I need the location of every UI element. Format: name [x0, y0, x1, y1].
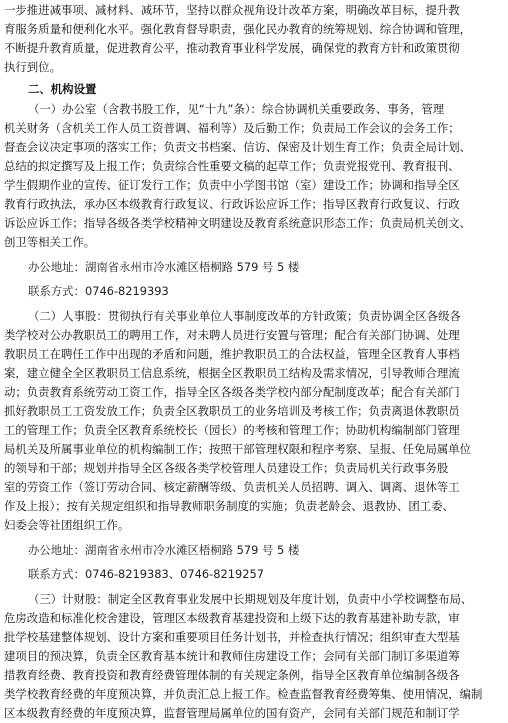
- paragraph-line: 作及上报）；按有关规定组织和指导教师职务制度的实施；负责老龄会、退教协、团工委、: [4, 499, 454, 513]
- paragraph-line: （二）人事股：贯彻执行有关事业单位人事制度改革的方针政策；负责协调全区各级各: [28, 309, 461, 323]
- paragraph-line: 创卫等相关工作。: [4, 235, 96, 249]
- paragraph-line: （一）办公室（含教书股工作，见“十九”条）：综合协调机关重要政务、事务，管理: [28, 102, 445, 116]
- contact-phone: 联系方式：0746-8219383、0746-8219257: [28, 567, 265, 581]
- paragraph-line: 案，建立健全全区教职员工信息系统，根据全区教职员工结构及需求情况，引导教师合理流: [4, 366, 460, 380]
- paragraph-line: 危房改造和标准化校舍建设，管理区本级教育基建投资和上级下达的教育基建补助专款，审: [4, 611, 460, 625]
- section-heading: 二、机构设置: [28, 82, 97, 96]
- paragraph-line: 抓好教职员工工资发放工作；负责全区教职员工的业务培训及考核工作；负责离退休教职员: [4, 404, 460, 418]
- paragraph-line: 学生假期作业的宣传、征订发行工作；负责中小学图书馆（室）建设工作；协调和指导全区: [4, 178, 460, 192]
- paragraph-line: 妇委会等社团组织工作。: [4, 518, 130, 532]
- paragraph-line: 诉讼应诉工作；指导各级各类学校精神文明建设及教育系统意识形态工作；负责局机关创文、: [4, 216, 472, 230]
- paragraph-line: 室的劳资工作（签订劳动合同、核定薪酬等级、负责机关人员招聘、调入、调离、退休等工: [4, 480, 460, 494]
- paragraph-line: 督查会议决定事项的落实工作；负责文书档案、信访、保密及计划生育工作；负责全局计划、: [4, 140, 472, 154]
- office-address: 办公地址：湖南省永州市冷水滩区梧桐路 579 号 5 楼: [28, 260, 300, 274]
- paragraph-line: 局机关及所属事业单位的机构编制工作；按照干部管理权限和程序考察、呈报、任免局属单位: [4, 442, 472, 456]
- paragraph-line: 建项目的预决算，负责全区教育基本统计和教师住房建设工作；会同有关部门制订多渠道筹: [4, 649, 460, 663]
- contact-phone: 联系方式：0746-8219393: [28, 284, 169, 298]
- paragraph-line: 教职员工在聘任工作中出现的矛盾和问题，维护教职员工的合法权益，管理全区教育人事档: [4, 347, 460, 361]
- paragraph-line: （三）计财股：制定全区教育事业发展中长期规划及年度计划，负责中小学校调整布局、: [28, 592, 473, 606]
- paragraph-line: 一步推进减事项、减材料、减环节，坚持以群众视角设计改革方案，明确改革目标，提升教: [4, 3, 460, 17]
- paragraph-line: 措教育经费、教育投资和教育经费管理体制的有关规定条例，指导全区教育单位编制各级各: [4, 668, 460, 682]
- paragraph-line: 区本级教育经费的年度预决算，监督管理局属单位的国有资产，会同有关部门规范和制订学: [4, 706, 460, 720]
- paragraph-line: 机关财务（含机关工作人员工资普调、福利等）及后勤工作；负责局工作会议的会务工作；: [4, 121, 460, 135]
- paragraph-line: 批学校基建整体规划、设计方案和重要项目任务计划书，并检查执行情况；组织审查大型基: [4, 630, 460, 644]
- paragraph-line: 不断提升教育质量，促进教育公平，推动教育事业科学发展，确保党的教育方针和政策贯彻: [4, 41, 460, 55]
- office-address: 办公地址：湖南省永州市冷水滩区梧桐路 579 号 5 楼: [28, 543, 300, 557]
- paragraph-line: 教育行政执法，承办区本级教育行政复议、行政诉讼应诉工作；指导区教育行政复议、行政: [4, 197, 460, 211]
- paragraph-line: 动；负责教育系统劳动工资工作，指导全区各级各类学校内部分配制度改革；配合有关部门: [4, 385, 460, 399]
- paragraph-line: 执行到位。: [4, 60, 61, 74]
- paragraph-line: 类学校教育经费的年度预决算，并负责汇总上报工作。检查监督教育经费筹集、使用情况，编制: [4, 687, 483, 701]
- paragraph-line: 育服务质量和便利化水平。强化教育督导职责，强化民办教育的统筹规划、综合协调和管理，: [4, 22, 472, 36]
- paragraph-line: 的领导和干部；规划并指导全区各级各类学校管理人员建设工作；负责局机关行政事务股: [4, 461, 449, 475]
- paragraph-line: 类学校对公办教职员工的聘用工作，对未聘人员进行安置与管理；配合有关部门协调、处理: [4, 328, 460, 342]
- paragraph-line: 工的管理工作；负责全区教育系统校长（园长）的考核和管理工作；协助机构编制部门管理: [4, 423, 460, 437]
- paragraph-line: 总结的拟定撰写及上报工作；负责综合性重要文稿的起草工作；负责党报党刊、教育报刊、: [4, 159, 460, 173]
